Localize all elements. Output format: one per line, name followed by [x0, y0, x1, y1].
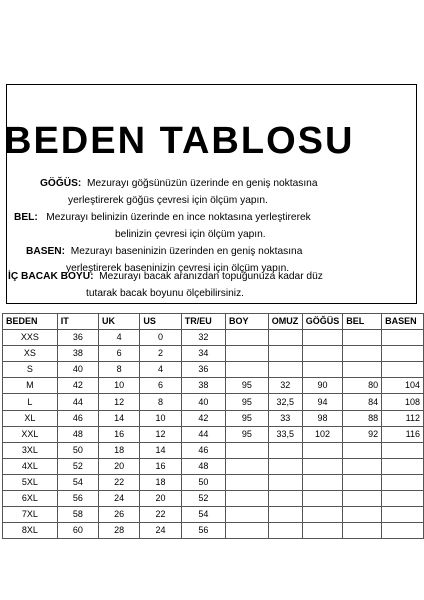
cell-basen [382, 507, 424, 523]
table-row [3, 362, 424, 378]
bel-text-line1: Mezurayı belinizin üzerinde en ince noktasına yerleştirerek [46, 212, 311, 223]
cell-tr-eu: 52 [181, 491, 225, 507]
cell-uk: 22 [98, 474, 139, 490]
table-row [3, 394, 424, 410]
cell-gogus: 98 [302, 410, 343, 426]
cell-us: 18 [140, 474, 181, 490]
cell-beden: 6XL [3, 491, 58, 507]
cell-boy [225, 330, 268, 346]
header-us: US [140, 314, 181, 330]
cell-tr-eu: 46 [181, 442, 225, 458]
cell-gogus [302, 330, 343, 346]
icbacak-text-line2: tutarak bacak boyunu ölçebilirsiniz. [86, 288, 244, 299]
cell-us: 2 [140, 346, 181, 362]
cell-bel [343, 523, 382, 539]
cell-bel [343, 330, 382, 346]
cell-us: 10 [140, 410, 181, 426]
bel-instruction-line2 [115, 230, 266, 240]
cell-uk: 10 [98, 378, 139, 394]
cell-beden: XS [3, 346, 58, 362]
header-gogus: GÖĞÜS [302, 314, 343, 330]
cell-us: 6 [140, 378, 181, 394]
cell-uk: 6 [98, 346, 139, 362]
table-row [3, 474, 424, 490]
cell-uk: 18 [98, 442, 139, 458]
bel-label: BEL: [14, 212, 38, 223]
cell-gogus [302, 507, 343, 523]
cell-boy: 95 [225, 426, 268, 442]
cell-basen [382, 491, 424, 507]
cell-basen: 104 [382, 378, 424, 394]
table-body [3, 330, 424, 539]
cell-it: 56 [57, 491, 98, 507]
cell-uk: 24 [98, 491, 139, 507]
cell-boy [225, 523, 268, 539]
cell-omuz [268, 507, 302, 523]
cell-boy [225, 362, 268, 378]
table-header-row [3, 314, 424, 330]
cell-gogus [302, 442, 343, 458]
cell-gogus [302, 474, 343, 490]
table-row [3, 410, 424, 426]
cell-boy [225, 474, 268, 490]
cell-uk: 20 [98, 458, 139, 474]
table-row [3, 426, 424, 442]
cell-uk: 26 [98, 507, 139, 523]
cell-omuz [268, 330, 302, 346]
cell-it: 60 [57, 523, 98, 539]
cell-basen: 116 [382, 426, 424, 442]
gogus-text-line2: yerleştirerek göğüs çevresi için ölçüm yapın. [68, 195, 268, 206]
header-beden: BEDEN [3, 314, 58, 330]
page-title: BEDEN TABLOSU [4, 120, 355, 162]
cell-bel: 88 [343, 410, 382, 426]
table-row [3, 458, 424, 474]
cell-basen [382, 346, 424, 362]
cell-tr-eu: 34 [181, 346, 225, 362]
cell-beden: M [3, 378, 58, 394]
cell-boy [225, 507, 268, 523]
basen-instruction-line1 [26, 247, 302, 257]
table-row [3, 523, 424, 539]
table-row [3, 378, 424, 394]
cell-gogus [302, 523, 343, 539]
cell-omuz: 33,5 [268, 426, 302, 442]
cell-omuz [268, 523, 302, 539]
basen-label: BASEN: [26, 246, 66, 257]
icbacak-label: İÇ BACAK BOYU: [8, 271, 94, 282]
cell-bel [343, 507, 382, 523]
cell-omuz [268, 346, 302, 362]
cell-it: 50 [57, 442, 98, 458]
cell-us: 20 [140, 491, 181, 507]
cell-omuz [268, 491, 302, 507]
cell-it: 46 [57, 410, 98, 426]
cell-us: 14 [140, 442, 181, 458]
cell-omuz [268, 474, 302, 490]
cell-tr-eu: 50 [181, 474, 225, 490]
cell-bel: 84 [343, 394, 382, 410]
header-bel: BEL [343, 314, 382, 330]
cell-gogus: 94 [302, 394, 343, 410]
cell-bel: 80 [343, 378, 382, 394]
cell-tr-eu: 40 [181, 394, 225, 410]
cell-beden: 4XL [3, 458, 58, 474]
cell-it: 42 [57, 378, 98, 394]
cell-beden: L [3, 394, 58, 410]
cell-it: 40 [57, 362, 98, 378]
table-row [3, 330, 424, 346]
cell-it: 48 [57, 426, 98, 442]
cell-bel: 92 [343, 426, 382, 442]
cell-omuz: 32 [268, 378, 302, 394]
cell-it: 36 [57, 330, 98, 346]
cell-uk: 28 [98, 523, 139, 539]
cell-beden: 7XL [3, 507, 58, 523]
cell-us: 16 [140, 458, 181, 474]
cell-gogus [302, 491, 343, 507]
cell-tr-eu: 42 [181, 410, 225, 426]
header-tr-eu: TR/EU [181, 314, 225, 330]
header-basen: BASEN [382, 314, 424, 330]
cell-tr-eu: 36 [181, 362, 225, 378]
cell-gogus [302, 458, 343, 474]
table-row [3, 507, 424, 523]
header-it: IT [57, 314, 98, 330]
cell-tr-eu: 56 [181, 523, 225, 539]
cell-gogus [302, 362, 343, 378]
cell-beden: 5XL [3, 474, 58, 490]
cell-basen [382, 442, 424, 458]
cell-boy [225, 442, 268, 458]
cell-boy [225, 346, 268, 362]
cell-beden: 3XL [3, 442, 58, 458]
gogus-text-line1: Mezurayı göğsünüzün üzerinde en geniş noktasına [87, 178, 318, 189]
cell-beden: S [3, 362, 58, 378]
cell-us: 22 [140, 507, 181, 523]
header-omuz: OMUZ [268, 314, 302, 330]
table-row [3, 346, 424, 362]
cell-us: 8 [140, 394, 181, 410]
cell-basen [382, 474, 424, 490]
cell-bel [343, 491, 382, 507]
cell-bel [343, 442, 382, 458]
bel-instruction-line1 [14, 213, 311, 223]
cell-uk: 14 [98, 410, 139, 426]
icbacak-text-line1: Mezurayı bacak aranızdan topuğunuza kadar düz [99, 271, 323, 282]
cell-omuz: 32,5 [268, 394, 302, 410]
cell-basen [382, 458, 424, 474]
cell-tr-eu: 44 [181, 426, 225, 442]
cell-bel [343, 458, 382, 474]
icbacak-instruction-line2 [86, 289, 244, 299]
cell-beden: XL [3, 410, 58, 426]
cell-tr-eu: 54 [181, 507, 225, 523]
cell-it: 58 [57, 507, 98, 523]
cell-tr-eu: 38 [181, 378, 225, 394]
cell-beden: XXS [3, 330, 58, 346]
cell-omuz [268, 442, 302, 458]
gogus-instruction-line2 [68, 196, 268, 206]
cell-bel [343, 346, 382, 362]
gogus-label: GÖĞÜS: [40, 178, 82, 189]
cell-bel [343, 474, 382, 490]
cell-uk: 8 [98, 362, 139, 378]
cell-boy [225, 491, 268, 507]
cell-boy: 95 [225, 410, 268, 426]
cell-beden: XXL [3, 426, 58, 442]
header-uk: UK [98, 314, 139, 330]
cell-it: 44 [57, 394, 98, 410]
cell-gogus: 90 [302, 378, 343, 394]
cell-us: 12 [140, 426, 181, 442]
cell-omuz [268, 458, 302, 474]
cell-basen: 112 [382, 410, 424, 426]
cell-uk: 4 [98, 330, 139, 346]
cell-boy: 95 [225, 394, 268, 410]
cell-boy [225, 458, 268, 474]
table-row [3, 442, 424, 458]
cell-tr-eu: 32 [181, 330, 225, 346]
cell-it: 52 [57, 458, 98, 474]
cell-basen: 108 [382, 394, 424, 410]
cell-basen [382, 523, 424, 539]
cell-it: 54 [57, 474, 98, 490]
cell-gogus: 102 [302, 426, 343, 442]
cell-beden: 8XL [3, 523, 58, 539]
size-table [2, 313, 424, 539]
cell-basen [382, 362, 424, 378]
cell-it: 38 [57, 346, 98, 362]
cell-us: 0 [140, 330, 181, 346]
basen-text-line2: yerleştirerek baseninizin çevresi için ölçüm yapın. [66, 263, 290, 274]
cell-boy: 95 [225, 378, 268, 394]
cell-tr-eu: 48 [181, 458, 225, 474]
header-boy: BOY [225, 314, 268, 330]
bel-text-line2: belinizin çevresi için ölçüm yapın. [115, 229, 266, 240]
table-row [3, 491, 424, 507]
cell-bel [343, 362, 382, 378]
gogus-instruction-line1 [40, 179, 318, 189]
icbacak-instruction-line1 [8, 272, 323, 282]
cell-us: 4 [140, 362, 181, 378]
cell-gogus [302, 346, 343, 362]
cell-uk: 16 [98, 426, 139, 442]
cell-us: 24 [140, 523, 181, 539]
cell-omuz: 33 [268, 410, 302, 426]
basen-text-line1: Mezurayı baseninizin üzerinden en geniş noktasına [70, 246, 303, 257]
cell-omuz [268, 362, 302, 378]
cell-basen [382, 330, 424, 346]
cell-uk: 12 [98, 394, 139, 410]
